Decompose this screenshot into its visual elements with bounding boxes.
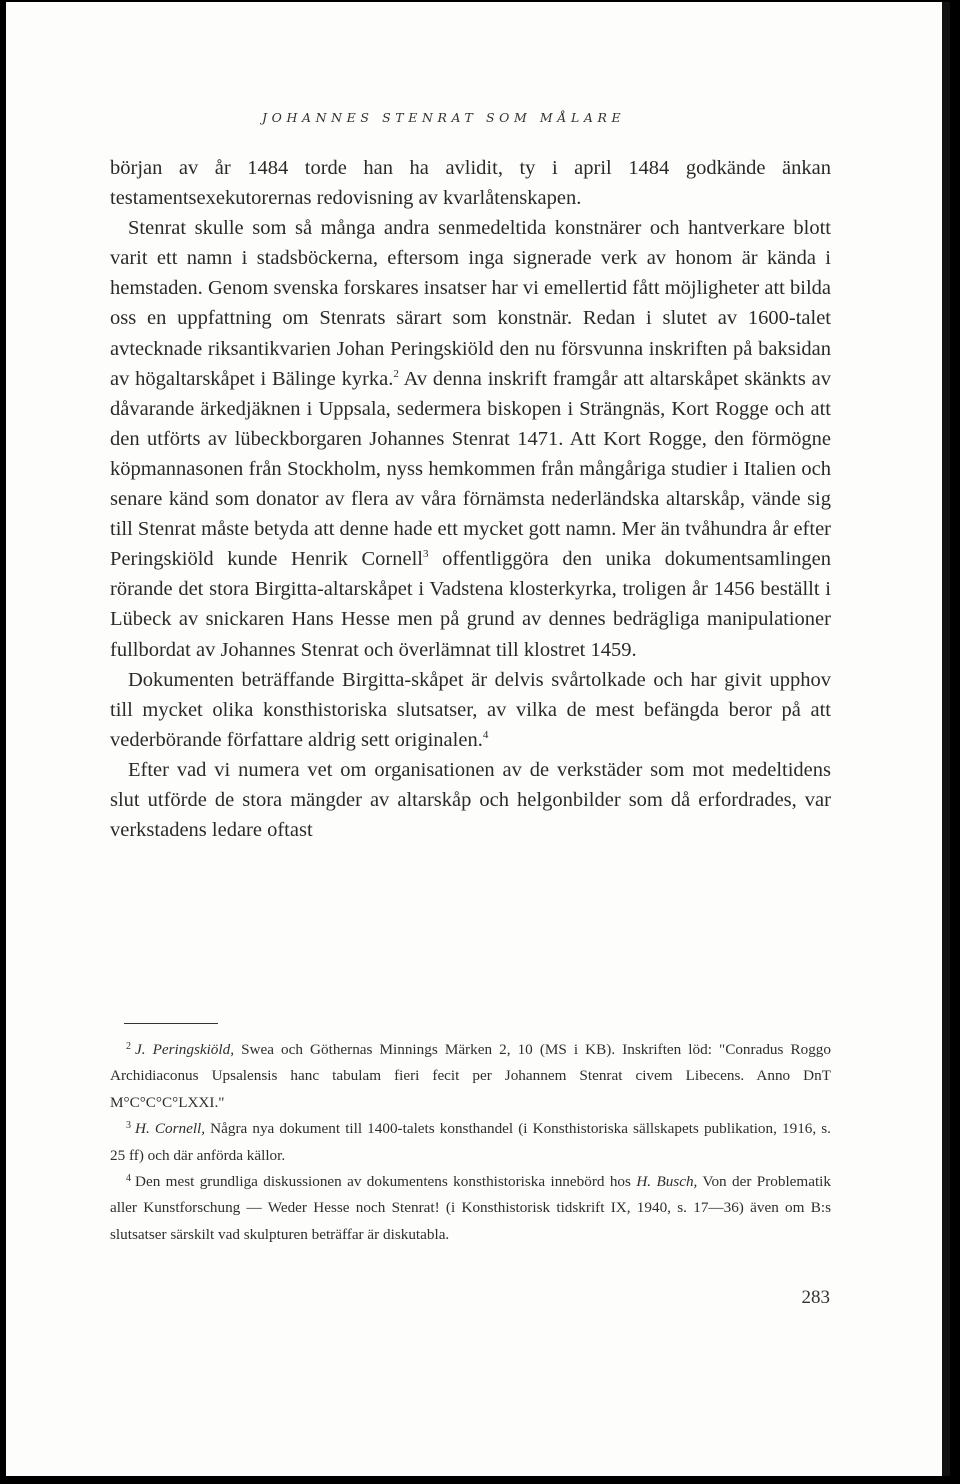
footnote-text: Några nya dokument till 1400-talets konsthandel (i Konsthistoriska sällskapets publikation, 1916, s. 25 ff) och där anförda källor. [110,1120,831,1164]
paragraph-2 [110,213,831,664]
paragraph-2-part-1: Stenrat skulle som så många andra senmedeltida konstnärer och hantverkare blott varit ett namn i stadsböckerna, eftersom inga signerade verk av honom är kända i hemstaden. Genom svenska forskares insatser har vi emellertid fått möjligheter att bilda oss en uppfattning om Stenrats särart som konstnär. Redan i slutet av 1600-talet avtecknade riksantikvarien Johan Peringskiöld den nu försvunna inskriften på baksidan av högaltarskåpet i Bälinge kyrka. [110,217,831,390]
paragraph-1: början av år 1484 torde han ha avlidit, ty i april 1484 godkände änkan testamentsexekutorernas redovisning av kvarlåtenskapen. [110,157,831,210]
footnote-4 [110,1169,831,1248]
footnote-ref-4[interactable]: 4 [482,728,489,741]
footnote-3 [110,1116,831,1169]
footnote-pre: Den mest grundliga diskussionen av dokumentens konsthistoriska innebörd hos [135,1173,637,1191]
footnote-mark: 4 [126,1173,131,1185]
page-number: 283 [801,1287,830,1308]
footnote-ref-3[interactable]: 3 [423,548,429,561]
paragraph-2-part-2: Av denna inskrift framgår att altarskåpet skänkts av dåvarande ärkedjäknen i Uppsala, sedermera biskopen i Strängnäs, Kort Rogge och att den utförts av lübeckborgaren Johannes Stenrat 1471. Att Kort Rogge, den förmögne köpmannasonen från Stockholm, nyss hemkommen från mångåriga studier i Italien och senare känd som donator av flera av våra förnämsta nederländska altarskåp, vände sig till Stenrat måste betyda att denne hade ett mycket gott namn. Mer än tvåhundra år efter Peringskiöld kunde Henrik Cornell [110,367,831,571]
paragraph-2-part-3: offentliggöra den unika dokumentsamlingen rörande det stora Birgitta-altarskåpet i Vadstena klosterkyrka, troligen år 1456 beställt i Lübeck av snickaren Hans Hesse men på grund av dennes bedrägliga manipulationer fullbordat av Johannes Stenrat och överlämnat till klostret 1459. [110,548,831,661]
footnote-rule [124,1023,218,1024]
footnote-text: Swea och Göthernas Minnings Märken 2, 10 (MS i KB). Inskriften löd: "Conradus Roggo Archidiaconus Upsalensis hanc tabulam fieri fecit per Johannem Stenrat civem Libecens. Anno DnT M°C°C°C°LXXI." [110,1041,831,1111]
footnote-text: Von der Problematik aller Kunstforschung — Weder Hesse noch Stenrat! (i Konsthistorisk tidskrift IX, 1940, s. 17—36) även om B:s slutsatser särskilt vad skulpturen beträffar är diskutabla. [110,1173,831,1243]
footnotes [110,1037,831,1248]
paragraph-3 [110,665,831,755]
footnote-2 [110,1037,831,1116]
footnote-ref-2[interactable]: 2 [393,367,399,380]
footnote-mark: 2 [126,1041,131,1052]
footnote-author: H. Cornell, [135,1120,206,1138]
footnote-mark: 3 [126,1120,131,1132]
book-page [6,2,950,1476]
paragraph-3-part-1: Dokumenten beträffande Birgitta-skåpet är delvis svårtolkade och har givit upphov till mycket olika konsthistoriska slutsatser, av vilka de mest befängda beror på att vederbörande författare aldrig sett originalen. [110,668,831,751]
footnote-author: H. Busch, [636,1173,698,1191]
running-head: JOHANNES STENRAT SOM MÅLARE [262,110,626,125]
body-text [110,153,831,845]
footnote-author: J. Peringskiöld, [135,1041,235,1058]
paragraph-4: Efter vad vi numera vet om organisationen av de verkstäder som mot medeltidens slut utförde de stora mängder av altarskåp och helgonbilder som då erfordrades, var verkstadens ledare oftast [110,758,831,842]
